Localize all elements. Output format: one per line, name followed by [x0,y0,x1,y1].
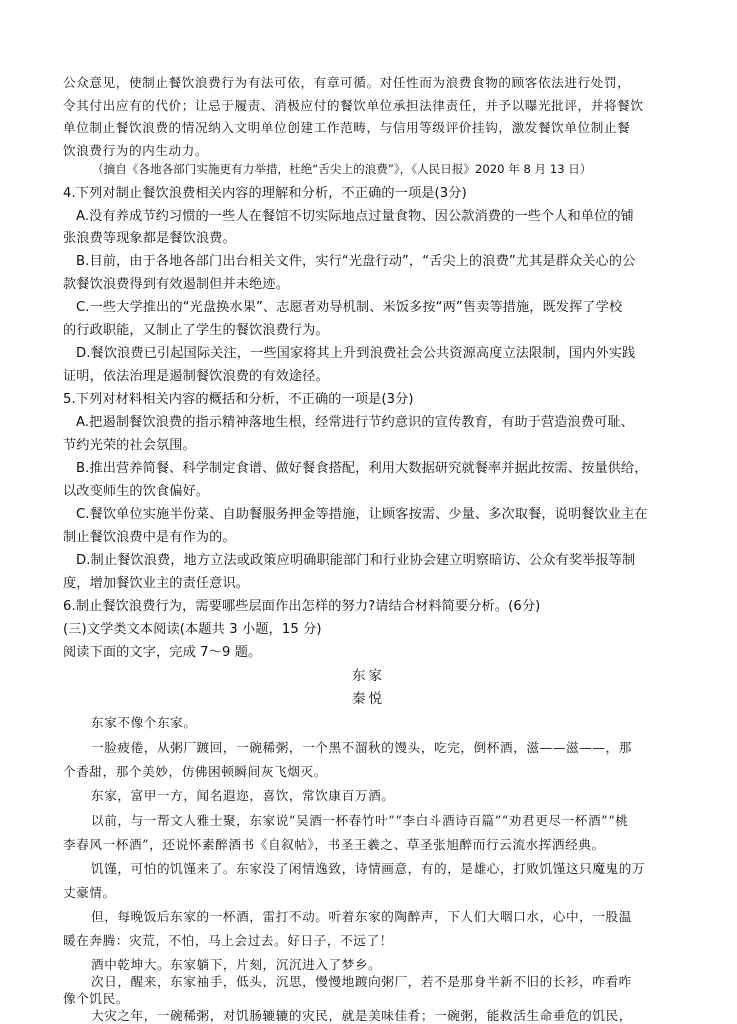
q5-option-b-line2: 以改变师生的饮食偏好。 [63,484,210,499]
q6-stem: 6.制止餐饮浪费行为，需要哪些层面作出怎样的努力?请结合材料简要分析。(6分) [63,599,541,614]
story-paragraph-6-line2: 暖在奔腾：灾荒，不怕，马上会过去。好日子，不远了！ [63,933,393,948]
story-paragraph-4-line2: 李春风一杯酒”，还说怀素醉酒书《自叙帖》，书圣王羲之、草圣张旭醉而行云流水挥洒经典。 [63,837,605,852]
story-paragraph-3: 东家，富甲一方，闻名遐迩，喜饮，常饮康百万酒。 [91,788,395,803]
story-paragraph-5-line2: 丈豪情。 [63,885,116,900]
q5-option-a-line2: 节约光荣的社会氛围。 [63,438,196,453]
q5-option-d-line2: 度，增加餐饮业主的责任意识。 [63,576,250,591]
material-source: （摘自《各地各部门实施更有力举措，杜绝“舌尖上的浪费”》，《人民日报》2020 年 8 月 13 日） [92,162,592,176]
story-paragraph-2-line2: 个香甜，那个美妙，仿佛困顿瞬间灰飞烟灭。 [63,764,327,779]
q5-option-b-line1: B.推出营养简餐、科学制定食谱、做好餐食搭配，利用大数据研究就餐率并据此按需、按量供给， [76,461,648,476]
material-line-3: 单位制止餐饮浪费的情况纳入文明单位创建工作范畴，与信用等级评价挂钩，激发餐饮单位制止餐 [63,120,631,135]
q4-option-b-line1: B.目前，由于各地各部门出台相关文件，实行“光盘行动”，“舌尖上的浪费”尤其是群众关心的公 [76,254,636,269]
story-paragraph-2-line1: 一脸疲倦，从粥厂踱回，一碗稀粥，一个黑不溜秋的馒头，吃完，倒杯酒，滋——滋——，那 [91,740,632,755]
q5-option-c-line2: 制止餐饮浪费中是有作为的。 [63,530,236,545]
story-paragraph-8-line2: 像个饥民。 [63,991,129,1006]
q4-stem: 4.下列对制止餐饮浪费相关内容的理解和分析，不正确的一项是(3分) [63,186,467,201]
story-title: 东家 [352,668,385,684]
story-paragraph-5-line1: 饥馑，可怕的饥馑来了。东家没了闲情逸致，诗情画意，有的，是雄心，打败饥馑这只魔鬼的万 [91,861,646,876]
section-instruction: 阅读下面的文字，完成 7～9 题。 [63,645,262,660]
q4-option-c-line2: 的行政职能，又制止了学生的餐饮浪费行为。 [63,323,329,338]
q5-stem: 5.下列对材料相关内容的概括和分析，不正确的一项是(3分) [63,392,414,407]
story-author: 秦悦 [352,691,385,707]
q4-option-c-line1: C.一些大学推出的“光盘换水果”、志愿者劝导机制、米饭多按“两”售卖等措施，既发挥了学校 [76,300,623,315]
material-line-2: 令其付出应有的代价；让忌于履责、消极应付的餐饮单位承担法律责任，并予以曝光批评，并将餐饮 [63,98,644,113]
story-paragraph-4-line1: 以前，与一帮文人雅士聚，东家说“吴酒一杯春竹叶”“李白斗酒诗百篇”“劝君更尽一杯酒”“桃 [91,813,629,828]
story-paragraph-6-line1: 但，每晚饭后东家的一杯酒，雷打不动。听着东家的陶醉声，下人们大咽口水，心中，一股温 [91,909,632,924]
section-heading: (三)文学类文本阅读(本题共 3 小题，15 分) [63,622,322,637]
q5-option-d-line1: D.制止餐饮浪费，地方立法或政策应明确职能部门和行业协会建立明察暗访、公众有奖举报等制 [76,553,636,568]
story-paragraph-7: 酒中乾坤大。东家躺下，片刻，沉沉进入了梦乡。 [91,957,382,972]
q4-option-a-line2: 张浪费等现象都是餐饮浪费。 [63,231,236,246]
q4-option-b-line2: 款餐饮浪费得到有效遏制但并未绝迹。 [63,277,289,292]
material-line-1: 公众意见，使制止餐饮浪费行为有法可依，有章可循。对任性而为浪费食物的顾客依法进行处罚， [63,75,631,90]
story-paragraph-9: 大灾之年，一碗稀粥，对饥肠辘辘的灾民，就是美味佳肴；一碗粥，能救活生命垂危的饥民， [91,1008,632,1023]
q4-option-d-line1: D.餐饮浪费已引起国际关注，一些国家将其上升到浪费社会公共资源高度立法限制，国内外实践 [76,346,636,361]
story-paragraph-8-line1: 次日，醒来，东家袖手，低头，沉思，慢慢地踱向粥厂，若不是那身半新不旧的长衫，咋看咋 [91,974,632,989]
q5-option-a-line1: A.把遏制餐饮浪费的指示精神落地生根，经常进行节约意识的宣传教育，有助于营造浪费可耻、 [76,415,634,430]
q4-option-d-line2: 证明，依法治理是遏制餐饮浪费的有效途径。 [63,369,329,384]
q5-option-c-line1: C.餐饮单位实施半份菜、自助餐服务押金等措施，让顾客按需、少量、多次取餐，说明餐饮业主在 [76,507,648,522]
story-paragraph-1: 东家不像个东家。 [91,715,197,730]
material-line-4: 饮浪费行为的内生动力。 [63,143,209,158]
q4-option-a-line1: A.没有养成节约习惯的一些人在餐馆不切实际地点过量食物、因公款消费的一些个人和单位的铺 [76,209,634,224]
